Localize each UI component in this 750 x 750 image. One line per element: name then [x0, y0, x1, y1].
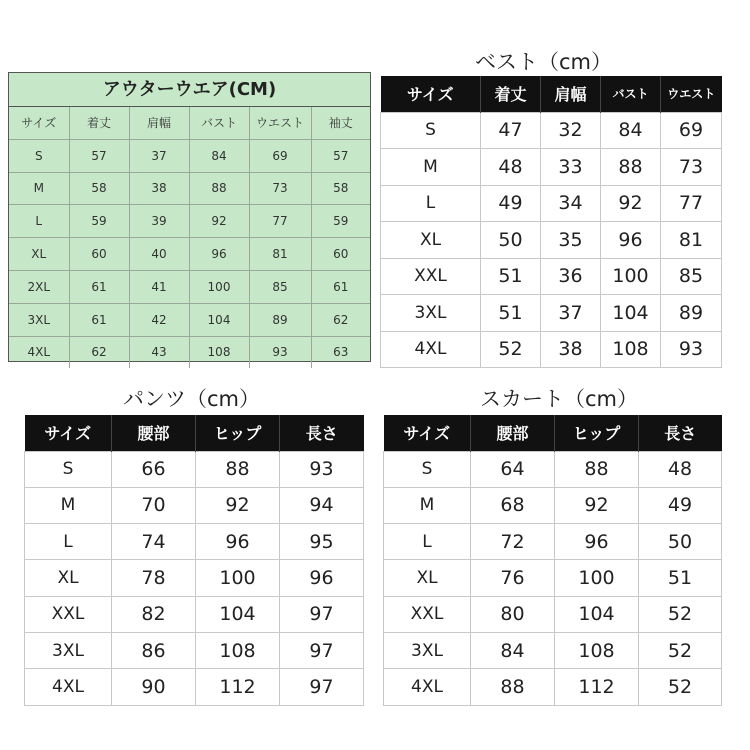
table-row: [384, 596, 722, 632]
vest-header-row: [381, 76, 722, 112]
table-cell: 35: [541, 222, 601, 259]
table-cell: 3XL: [9, 303, 69, 336]
table-cell: 69: [661, 112, 722, 149]
table-cell: 88: [471, 669, 555, 705]
table-cell: S: [381, 112, 481, 149]
table-cell: XL: [25, 560, 112, 596]
table-cell: 40: [129, 238, 189, 271]
table-row: [9, 303, 370, 336]
pants-header-cell: サイズ: [25, 415, 112, 451]
table-cell: 84: [601, 112, 661, 149]
table-row: [25, 524, 364, 560]
table-cell: 63: [333, 345, 349, 360]
outerwear-header-cell: 袖丈: [311, 107, 370, 139]
table-cell: 97: [280, 632, 364, 668]
table-cell: 3XL: [381, 295, 481, 332]
table-cell: 96: [196, 524, 280, 560]
table-cell: 3XL: [384, 632, 471, 668]
table-cell: XXL: [381, 258, 481, 295]
table-row: [25, 451, 364, 487]
table-cell: 61: [69, 303, 129, 336]
table-cell: 97: [280, 596, 364, 632]
table-cell: 84: [471, 632, 555, 668]
skirt-header-row: [384, 415, 722, 451]
table-cell: 38: [541, 331, 601, 368]
pants-header-cell: ヒップ: [196, 415, 280, 451]
table-row: [381, 222, 722, 259]
table-cell: 94: [280, 487, 364, 523]
table-cell: 59: [69, 205, 129, 238]
table-cell: M: [25, 487, 112, 523]
table-cell: 52: [639, 632, 722, 668]
outerwear-header-cell: ウエスト: [249, 107, 311, 139]
table-cell: 108: [189, 336, 249, 368]
table-cell: 97: [280, 669, 364, 705]
table-cell: 90: [112, 669, 196, 705]
table-cell: 96: [555, 524, 639, 560]
table-cell: 104: [555, 596, 639, 632]
table-cell: 58: [311, 172, 370, 205]
table-cell: 95: [280, 524, 364, 560]
outerwear-grid: [9, 107, 370, 368]
outerwear-header-cell: 着丈: [69, 107, 129, 139]
table-cell: 85: [661, 258, 722, 295]
outerwear-size-table: [8, 72, 371, 362]
vest-header-cell: 肩幅: [541, 76, 601, 112]
table-row: [384, 560, 722, 596]
table-row: [25, 487, 364, 523]
table-row: [9, 336, 370, 368]
table-cell: L: [384, 524, 471, 560]
table-cell: 4XL: [381, 331, 481, 368]
table-cell: 57: [311, 139, 370, 172]
table-cell: 77: [661, 185, 722, 222]
vest-header-cell: バスト: [601, 76, 661, 112]
table-cell: 104: [601, 295, 661, 332]
table-row: [25, 632, 364, 668]
table-cell: 112: [555, 669, 639, 705]
table-cell: 88: [555, 451, 639, 487]
table-cell: 4XL: [25, 669, 112, 705]
table-cell: 70: [112, 487, 196, 523]
table-cell: XL: [9, 238, 69, 271]
table-cell: 58: [69, 172, 129, 205]
table-cell: 72: [471, 524, 555, 560]
outerwear-header-row: [9, 107, 370, 139]
table-cell: 51: [481, 295, 541, 332]
table-cell: 2XL: [9, 270, 69, 303]
table-cell: 47: [481, 112, 541, 149]
table-cell: 50: [639, 524, 722, 560]
table-cell: 100: [555, 560, 639, 596]
table-cell: 93: [661, 331, 722, 368]
pants-size-table: [24, 415, 364, 706]
table-cell: 76: [471, 560, 555, 596]
table-cell: 57: [69, 139, 129, 172]
vest-title: ベスト（cm）: [475, 50, 613, 74]
table-cell: 108: [601, 331, 661, 368]
table-row: [25, 596, 364, 632]
table-cell: 93: [280, 451, 364, 487]
table-cell: 108: [196, 632, 280, 668]
table-cell: 100: [196, 560, 280, 596]
table-cell: 92: [601, 185, 661, 222]
skirt-header-cell: 腰部: [471, 415, 555, 451]
vest-header-cell: サイズ: [381, 76, 481, 112]
pants-header-row: [25, 415, 364, 451]
vest-header-cell: 着丈: [481, 76, 541, 112]
table-row: [25, 560, 364, 596]
table-row: [9, 172, 370, 205]
table-cell: 92: [555, 487, 639, 523]
table-cell: L: [381, 185, 481, 222]
table-cell: 73: [661, 149, 722, 186]
table-cell: 86: [112, 632, 196, 668]
table-cell: 61: [69, 270, 129, 303]
outerwear-header-cell: バスト: [189, 107, 249, 139]
table-cell: 104: [196, 596, 280, 632]
vest-header-cell: ウエスト: [661, 76, 722, 112]
table-cell: 4XL: [384, 669, 471, 705]
table-cell: M: [384, 487, 471, 523]
table-row: [384, 524, 722, 560]
table-cell: 62: [69, 336, 129, 368]
table-cell: S: [25, 451, 112, 487]
table-row: [384, 487, 722, 523]
table-row: [25, 669, 364, 705]
table-cell: 96: [189, 238, 249, 271]
table-cell: S: [384, 451, 471, 487]
table-cell: 85: [249, 270, 311, 303]
table-cell: XXL: [384, 596, 471, 632]
table-cell: 60: [311, 238, 370, 271]
pants-header-cell: 長さ: [280, 415, 364, 451]
table-row: [9, 238, 370, 271]
table-cell: 81: [661, 222, 722, 259]
table-cell: 41: [129, 270, 189, 303]
table-cell: 51: [481, 258, 541, 295]
table-row: [381, 185, 722, 222]
table-cell: 4XL: [9, 336, 69, 368]
table-cell: 96: [601, 222, 661, 259]
pants-header-cell: 腰部: [112, 415, 196, 451]
table-cell: 100: [601, 258, 661, 295]
table-cell: 3XL: [25, 632, 112, 668]
table-cell: XXL: [25, 596, 112, 632]
table-cell: 37: [129, 139, 189, 172]
table-cell: 81: [249, 238, 311, 271]
table-cell: 112: [196, 669, 280, 705]
table-cell: 93: [249, 336, 311, 368]
outerwear-header-cell: 肩幅: [129, 107, 189, 139]
table-row: [381, 258, 722, 295]
table-cell: 33: [541, 149, 601, 186]
table-cell: L: [9, 205, 69, 238]
table-cell: XL: [381, 222, 481, 259]
skirt-size-table: [383, 415, 722, 706]
table-cell: 36: [541, 258, 601, 295]
table-cell: 62: [311, 303, 370, 336]
table-cell: 104: [189, 303, 249, 336]
table-cell: 80: [471, 596, 555, 632]
table-cell: 84: [189, 139, 249, 172]
table-cell: 49: [481, 185, 541, 222]
table-cell: 82: [112, 596, 196, 632]
table-cell: 92: [189, 205, 249, 238]
table-cell: 49: [639, 487, 722, 523]
table-cell: 60: [69, 238, 129, 271]
table-cell: 59: [311, 205, 370, 238]
table-row: [381, 112, 722, 149]
table-row: [9, 270, 370, 303]
table-cell: 52: [639, 596, 722, 632]
table-cell: 92: [196, 487, 280, 523]
table-cell: 32: [541, 112, 601, 149]
table-cell: 39: [129, 205, 189, 238]
table-cell: 78: [112, 560, 196, 596]
table-cell: 42: [129, 303, 189, 336]
table-cell: XL: [384, 560, 471, 596]
table-row: [381, 149, 722, 186]
table-cell: 50: [481, 222, 541, 259]
table-cell: 64: [471, 451, 555, 487]
table-cell: 77: [249, 205, 311, 238]
skirt-header-cell: サイズ: [384, 415, 471, 451]
table-row: [381, 295, 722, 332]
skirt-title: スカート（cm）: [480, 387, 639, 411]
table-cell: 48: [481, 149, 541, 186]
table-cell: 74: [112, 524, 196, 560]
outerwear-title: アウターウエア(CM): [9, 73, 370, 107]
table-cell: 108: [555, 632, 639, 668]
table-cell: 88: [601, 149, 661, 186]
table-cell: 88: [189, 172, 249, 205]
outerwear-header-cell: サイズ: [9, 107, 69, 139]
table-cell: 48: [639, 451, 722, 487]
table-cell: L: [25, 524, 112, 560]
table-cell: 89: [661, 295, 722, 332]
table-cell: 96: [280, 560, 364, 596]
table-cell: 38: [129, 172, 189, 205]
table-cell: M: [381, 149, 481, 186]
table-row: [384, 451, 722, 487]
table-cell: 89: [249, 303, 311, 336]
table-row: [9, 205, 370, 238]
table-row: [384, 632, 722, 668]
table-cell: 43: [129, 336, 189, 368]
table-cell: 61: [311, 270, 370, 303]
table-cell: 100: [189, 270, 249, 303]
vest-size-table: [380, 76, 722, 368]
table-cell: 68: [471, 487, 555, 523]
table-cell: 51: [639, 560, 722, 596]
table-row: [384, 669, 722, 705]
table-cell: 52: [639, 669, 722, 705]
table-cell: 73: [249, 172, 311, 205]
table-cell: 52: [481, 331, 541, 368]
table-cell: 66: [112, 451, 196, 487]
table-cell: S: [9, 139, 69, 172]
table-cell: 69: [249, 139, 311, 172]
table-row: [9, 139, 370, 172]
table-row: [381, 331, 722, 368]
table-cell: M: [9, 172, 69, 205]
table-cell: 37: [541, 295, 601, 332]
table-cell: 34: [541, 185, 601, 222]
skirt-header-cell: ヒップ: [555, 415, 639, 451]
skirt-header-cell: 長さ: [639, 415, 722, 451]
pants-title: パンツ（cm）: [123, 387, 261, 411]
table-cell: 88: [196, 451, 280, 487]
